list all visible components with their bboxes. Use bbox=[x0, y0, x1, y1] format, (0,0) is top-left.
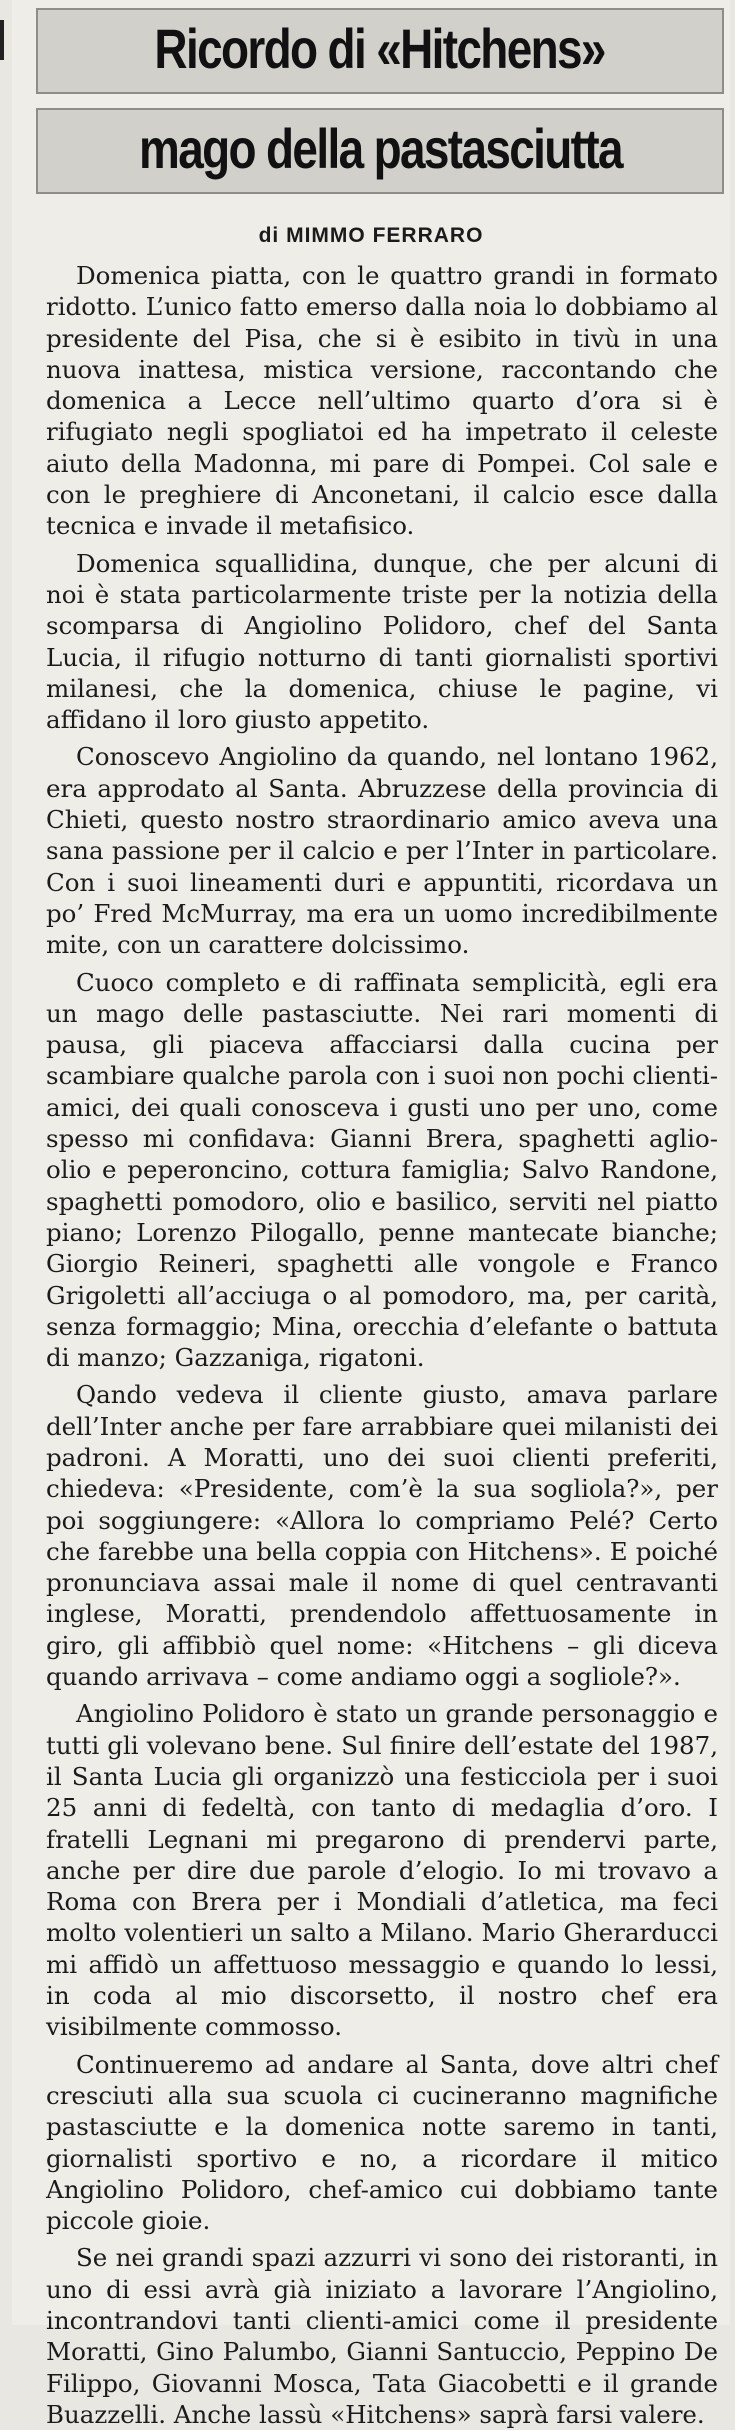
paragraph-2: Domenica squallidina, dunque, che per alcuni di noi è stata particolarmente triste per la notizia della scomparsa di Angiolino Polidoro, chef del Santa Lucia, il rifugio notturno di tanti giornalisti sportivi milanesi, che la domenica, chiuse le pagine, vi affidano il loro giusto appetito. bbox=[46, 548, 718, 735]
headline-line-2: mago della pastasciutta bbox=[138, 117, 622, 180]
paragraph-8: Se nei grandi spazi azzurri vi sono dei ristoranti, in uno di essi avrà già iniziato a lavorare l’Angiolino, incontrandovi tanti clienti-amici come il presidente Moratti, Gino Palumbo, Gianni Santuccio, Peppino De Filippo, Giovanni Mosca, Tata Giacobetti e il grande Buazzelli. Anche lassù «Hitchens» saprà farsi valere. bbox=[46, 2243, 718, 2429]
headline-line-1: Ricordo di «Hitchens» bbox=[154, 17, 606, 80]
paragraph-3: Conoscevo Angiolino da quando, nel lontano 1962, era approdato al Santa. Abruzzese della provincia di Chieti, questo nostro straordinario amico aveva una sana passione per il calcio e per l’Inter in particolare. Con i suoi lineamenti duri e appuntiti, ricordava un po’ Fred McMurray, ma era un uomo incredibilmente mite, con un carattere dolcissimo. bbox=[46, 742, 718, 960]
paragraph-6: Angiolino Polidoro è stato un grande personaggio e tutti gli volevano bene. Sul finire dell’estate del 1987, il Santa Lucia gli organizzò una festicciola per i suoi 25 anni di fedeltà, con tanto di medaglia d’oro. I fratelli Legnani mi pregarono di prendervi parte, anche per dire due parole d’elogio. Io mi trovavo a Roma con Brera per i Mondiali d’atletica, ma feci molto volentieri un salto a Milano. Mario Gherarducci mi affidò un affettuoso messaggio e quando lo lessi, in coda al mio discorsetto, il nostro chef era visibilmente commosso. bbox=[46, 1699, 718, 2042]
clipping-edge-mark bbox=[0, 20, 4, 60]
byline: di MIMMO FERRARO bbox=[258, 224, 484, 247]
paragraph-5: Qando vedeva il cliente giusto, amava parlare dell’Inter anche per fare arrabbiare quei milanisti dei padroni. A Moratti, uno dei suoi clienti preferiti, chiedeva: «Presidente, com’è la sua sogliola?», per poi soggiungere: «Allora lo compriamo Pelé? Certo che farebbe una bella coppia con Hitchens». E poiché pronunciava assai male il nome di quel centravanti inglese, Moratti, prendendolo affettuosamente in giro, gli affibbiò quel nome: «Hitchens – gli diceva quando arrivava – come andiamo oggi a sogliole?». bbox=[46, 1380, 718, 1692]
headline-box-2 bbox=[36, 108, 724, 194]
newspaper-clipping bbox=[12, 0, 730, 2429]
article-body bbox=[12, 260, 730, 2430]
paragraph-1: Domenica piatta, con le quattro grandi in formato ridotto. L’unico fatto emerso dalla noia lo dobbiamo al presidente del Pisa, che si è esibito in tivù in una nuova inattesa, mistica versione, raccontando che domenica a Lecce nell’ultimo quarto d’ora si è rifugiato negli spogliatoi ed ha impetrato il celeste aiuto della Madonna, mi pare di Pompei. Col sale e con le preghiere di Anconetani, il calcio esce dalla tecnica e invade il metafisico. bbox=[46, 261, 718, 541]
headline-box-1 bbox=[36, 8, 724, 94]
paragraph-4: Cuoco completo e di raffinata semplicità, egli era un mago delle pastasciutte. Nei rari momenti di pausa, gli piaceva affacciarsi dalla cucina per scambiare qualche parola con i suoi non pochi clienti-amici, dei quali conosceva i gusti uno per uno, come spesso mi confidava: Gianni Brera, spaghetti aglio-olio e peperoncino, cottura famiglia; Salvo Randone, spaghetti pomodoro, olio e basilico, serviti nel piatto piano; Lorenzo Pilogallo, penne mantecate bianche; Giorgio Reineri, spaghetti alle vongole e Franco Grigoletti all’acciuga o al pomodoro, ma, per carità, senza formaggio; Mina, orecchia d’elefante o battuta di manzo; Gazzaniga, rigatoni. bbox=[46, 967, 718, 1373]
paragraph-7: Continueremo ad andare al Santa, dove altri chef cresciuti alla sua scuola ci cucineranno magnifiche pastasciutte e la domenica notte saremo in tanti, giornalisti sportivo e no, a ricordare il mitico Angiolino Polidoro, chef-amico cui dobbiamo tante piccole gioie. bbox=[46, 2049, 718, 2236]
